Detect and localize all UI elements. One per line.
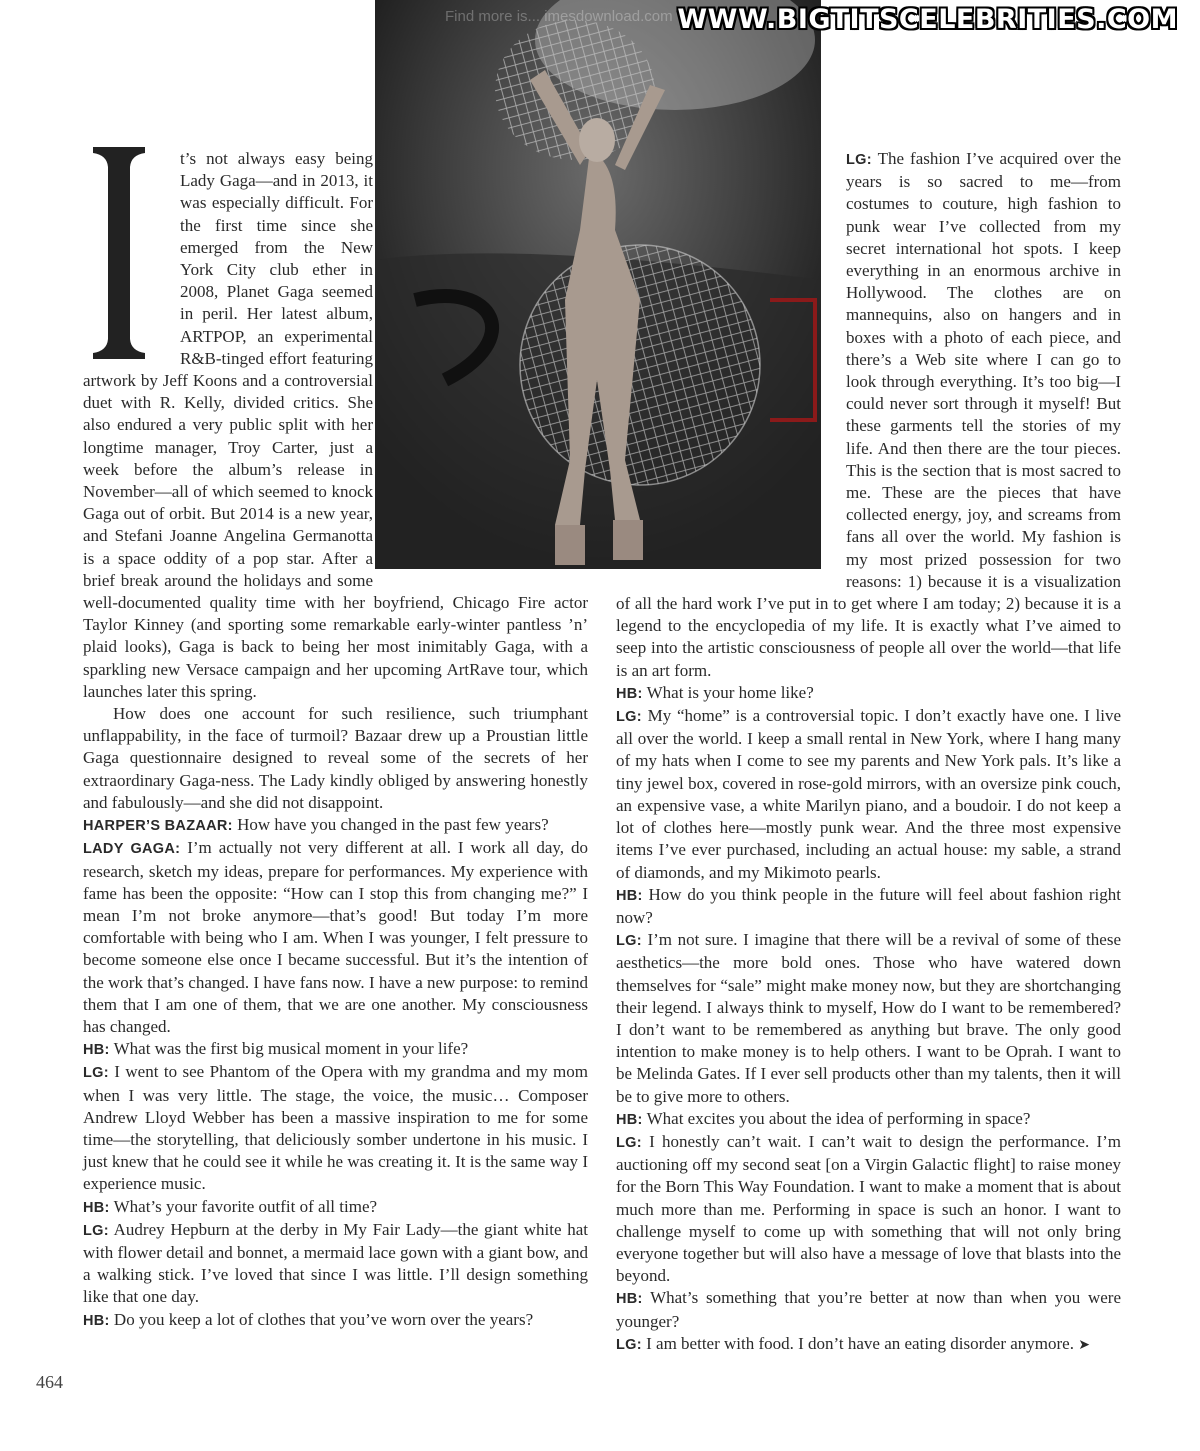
qa-text: What’s your favorite outfit of all time?	[109, 1196, 378, 1216]
qa-item	[616, 705, 1121, 884]
qa-text: How do you think people in the future will feel about fashion right now?	[616, 884, 1121, 927]
qa-item	[616, 884, 1121, 929]
qa-item	[616, 929, 1121, 1108]
speaker-label: LG:	[616, 1336, 642, 1353]
qa-item	[616, 1287, 1121, 1332]
speaker-label: HB:	[83, 1042, 110, 1059]
page-number: 464	[36, 1372, 63, 1392]
qa-item	[616, 1333, 1121, 1356]
qa-left	[83, 814, 588, 1332]
qa-text: What’s something that you’re better at now than when you were younger?	[616, 1288, 1121, 1331]
qa-text: I went to see Phantom of the Opera with my grandma and my mom when I was very little. The stage, the voice, the music… Composer Andrew Lloyd Webber has been a massive inspiration to me for some time—the storytelling, that deliciously somber undertone in his music. I just knew that he could see it while he was creating it. It is the same way I experience music.	[83, 1062, 588, 1194]
photo-watermark: Find more is... imesdownload.com	[445, 8, 673, 25]
speaker-label: HARPER’S BAZAAR:	[83, 818, 233, 835]
qa-item	[616, 1108, 1121, 1131]
qa-item	[83, 814, 588, 837]
speaker-label: HB:	[616, 1111, 643, 1128]
qa-text: Do you keep a lot of clothes that you’ve worn over the years?	[109, 1309, 534, 1329]
speaker-label: LG:	[616, 1134, 642, 1151]
speaker-label: HB:	[83, 1199, 110, 1216]
qa-text: I’m actually not very different at all. I work all day, do research, sketch my ideas, prepare for performances. My experience with fame has been the opposite: “How can I stop this from changing me?” I mean I’m not broke anymore—that’s good! But today I’m more comfortable with being who I am. When I was younger, I felt pressure to become someone else once I became successful. But it’s the intention of the work that’s changed. I have fans now. I have a new purpose: to remind them that I am one of them, that we are one another. My consciousness has changed.	[83, 838, 588, 1036]
qa-text: Audrey Hepburn at the derby in My Fair Lady—the giant white hat with flower detail and bonnet, a mermaid lace gown with a giant bow, and a walking stick. I’ve loved that since I was little. I’ll design something like that one day.	[83, 1219, 588, 1307]
qa-text: My “home” is a controversial topic. I don’t exactly have one. I live all over the world. I keep a small rental in New York, where I hang many of my hats when I come to see my parents and New York pals. It’s like a tiny jewel box, covered in rose-gold mirrors, with an oversize pink couch, an expensive vase, a white Marilyn piano, and a boudoir. I do not keep a lot of clothes here—mostly punk wear. And the three most expensive items I’ve ever purchased, including an actual house: my sable, a strand of diamonds, and my Mikimoto pearls.	[616, 706, 1121, 882]
speaker-label: LG:	[616, 709, 642, 726]
qa-text: What is your home like?	[642, 682, 814, 702]
speaker-label: LG:	[83, 1222, 109, 1239]
qa-item	[83, 1196, 588, 1219]
speaker-label: HB:	[83, 1312, 110, 1329]
qa-item	[83, 1061, 588, 1195]
speaker-label: HB:	[616, 887, 643, 904]
qa-text: I’m not sure. I imagine that there will be a revival of some of these aesthetics—the more bold ones. Those who have watered down themselves for “sale” might make money now, but they are shortchanging their legend. I always think to myself, How do I want to be remembered? I don’t want to be remembered as anything but brave. The only good intention to make money is to help others. I want to be Oprah. I want to be Melinda Gates. If I ever sell products other than my talents, then it will be to give more to others.	[616, 930, 1121, 1106]
second-paragraph: How does one account for such resilience, such triumphant unflappability, in the face of turmoil? Bazaar drew up a Proustian little Gaga questionnaire designed to reveal some of the secrets of her extraordinary Gaga-ness. The Lady kindly obliged by answering honestly and fabulously—and she did not disappoint.	[83, 704, 588, 812]
speaker-label: LG:	[846, 152, 872, 168]
speaker-label: LG:	[616, 933, 642, 950]
speaker-label: LADY GAGA:	[83, 841, 181, 858]
qa-item	[83, 1219, 588, 1309]
qa-item	[83, 837, 588, 1038]
qa-item	[83, 1038, 588, 1061]
qa-text: What excites you about the idea of performing in space?	[642, 1108, 1031, 1128]
qa-text: I am better with food. I don’t have an eating disorder anymore.	[641, 1333, 1079, 1353]
qa-text: How have you changed in the past few years?	[232, 815, 549, 835]
left-column	[83, 148, 588, 1332]
intro-paragraph: t’s not always easy being Lady Gaga—and in 2013, it was especially difficult. For the first time since she emerged from the New York City club ether in 2008, Planet Gaga seemed in peril. Her latest album, ARTPOP, an experimental R&B-tinged effort featuring artwork by Jeff Koons and a controversial duet with R. Kelly, divided critics. She also endured a very public split with her longtime manager, Troy Carter, just a week before the album’s release in November—all of which seemed to knock Gaga out of orbit. But 2014 is a new year, and Stefani Joanne Angelina Germanotta is a space oddity of a pop star. After a brief break around the holidays and some well-documented quality time with her boyfriend, Chicago Fire actor Taylor Kinney (and sporting some remarkable early-winter pantless ’n’ plaid looks), Gaga is back to being her most inimitably Gaga, with a sparkling new Versace campaign and her upcoming ArtRave tour, which launches later this spring.	[83, 149, 588, 701]
right-column	[616, 148, 1121, 1356]
qa-item	[616, 682, 1121, 705]
speaker-label: HB:	[616, 1291, 643, 1308]
qa-text: The fashion I’ve acquired over the years is so sacred to me—from costumes to couture, high fashion to punk wear I’ve collected from my secret international hot spots. I keep everything in an enormous archive in Hollywood. The clothes are on mannequins, also on hangers and in boxes with a photo of each piece, and there’s a Web site where I can go to look through everything. It’s too big—I could never sort through it myself! But these garments tell the stories of my life. And then there are the tour pieces. This is the section that is most sacred to me. These are the pieces that have collected energy, joy, and screams from fans all over the world. My fashion is my most prized possession for two reasons: 1) because it is a visualization of all the hard work I’ve put in to get where I am today; 2) because it is a legend to the encyclopedia of my life. It is exactly what I’ve aimed to seep into the artistic consciousness of people all over the world—that life is an art form.	[616, 149, 1121, 680]
qa-item	[616, 1131, 1121, 1287]
qa-text: I honestly can’t wait. I can’t wait to design the performance. I’m auctioning off my second seat [on a Virgin Galactic flight] to raise money for the Born This Way Foundation. I want to make a moment that is about much more than me. Performing in space is such an honor. I want to challenge myself to come up with something that will not only bring everyone together but will also have a message of love that blasts into the beyond.	[616, 1131, 1121, 1286]
speaker-label: LG:	[83, 1065, 109, 1082]
qa-text: What was the first big musical moment in your life?	[109, 1039, 469, 1059]
qa-item	[83, 1309, 588, 1332]
speaker-label: HB:	[616, 685, 643, 702]
continue-arrow-icon: ➤	[1078, 1336, 1090, 1353]
site-watermark: WWW.BIGTITSCELEBRITIES.COM	[677, 4, 1178, 35]
